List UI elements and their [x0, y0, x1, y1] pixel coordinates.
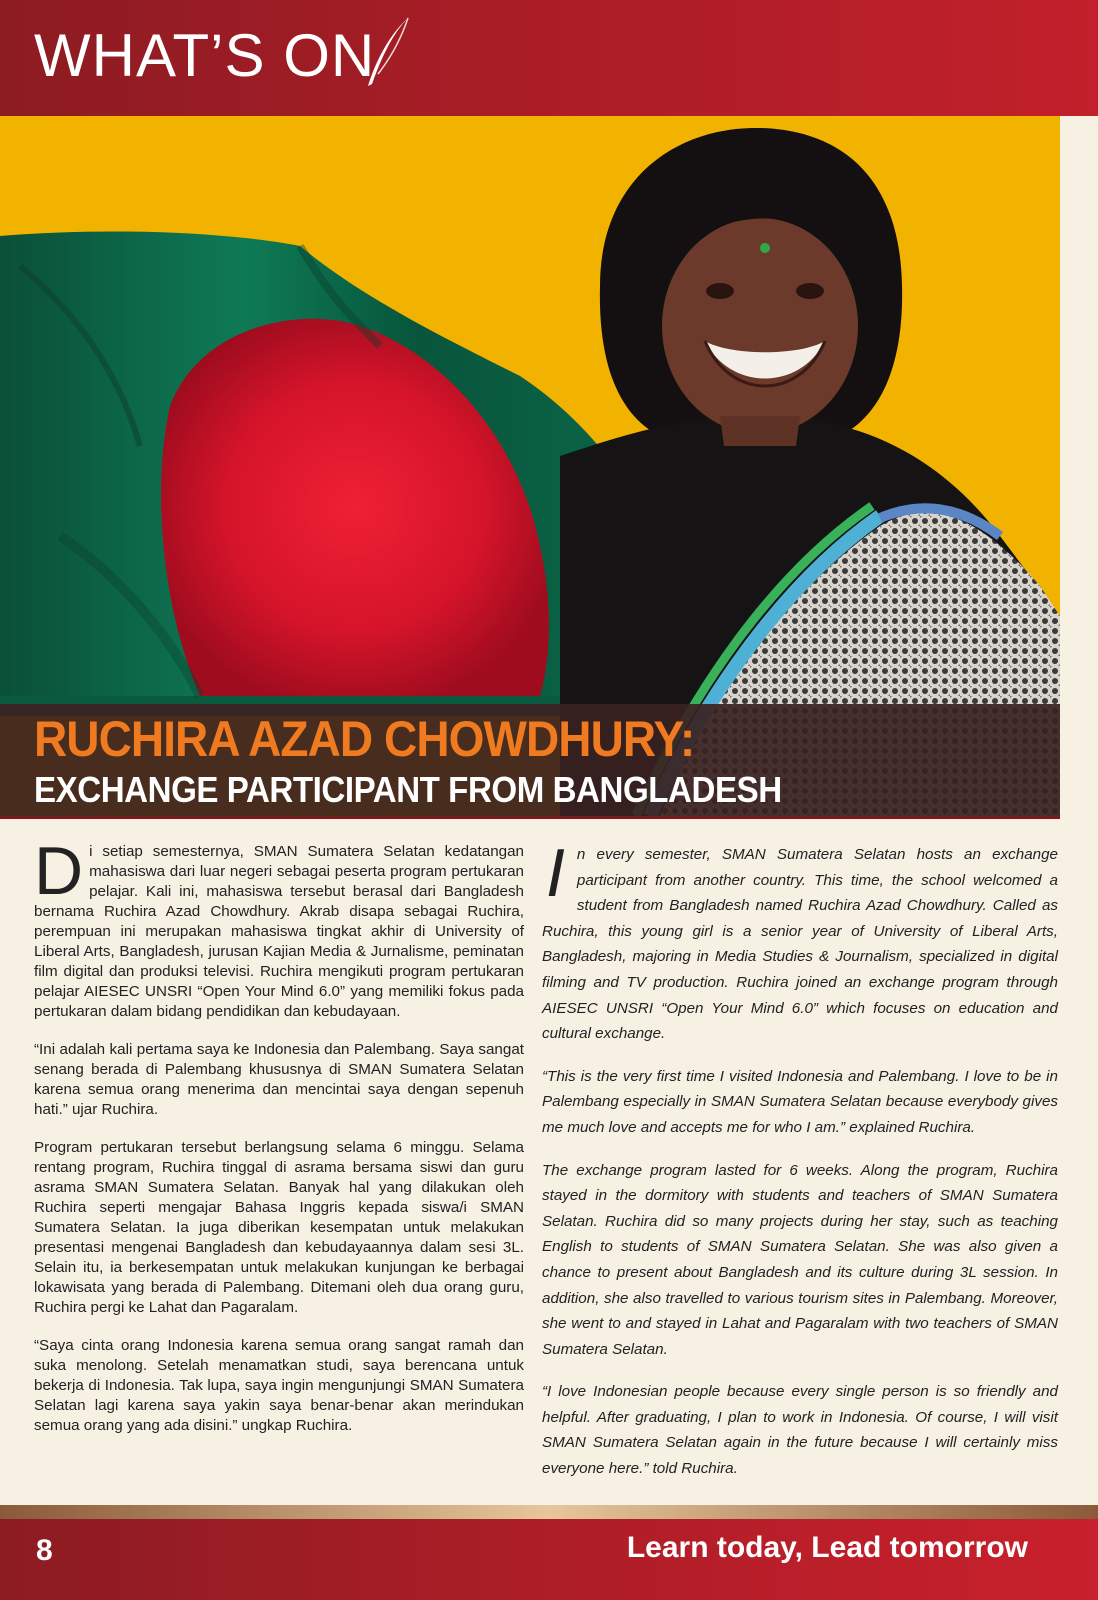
article-column-indonesian	[34, 833, 524, 1436]
drop-cap: D	[34, 833, 84, 909]
article-headline: RUCHIRA AZAD CHOWDHURY:	[34, 711, 695, 767]
page-header	[0, 0, 1098, 116]
paragraph: “Saya cinta orang Indonesia karena semua orang sangat ramah dan suka menolong. Setelah menamatkan studi, saya berencana untuk bekerja di Indonesia. Tak lupa, saya ingin mengunjungi SMAN Sumatera Selatan lagi karena saya yakin saya benar-benar akan merindukan semua orang yang ada disini.” ungkap Ruchira.	[34, 1337, 524, 1434]
footer-stripe	[0, 1505, 1098, 1519]
page-number: 8	[36, 1534, 53, 1567]
drop-cap: I	[546, 835, 565, 911]
paragraph: In every semester, SMAN Sumatera Selatan hosts an exchange participant from another country. This time, the school welcomed a student from Bangladesh named Ruchira Azad Chowdhury. Called as Ruchira, this young girl is a senior year of University of Liberal Arts, Bangladesh, majoring in Media Studies & Journalism, specialized in digital filming and TV production. Ruchira joined an exchange program through AIESEC UNSRI “Open Your Mind 6.0” which focuses on education and cultural exchange.	[542, 835, 1058, 1043]
paragraph: “I love Indonesian people because every single person is so friendly and helpful. After graduating, I plan to work in Indonesia. Of course, I will visit SMAN Sumatera Selatan again in the future because I will certainly miss everyone here.” told Ruchira.	[542, 1383, 1058, 1478]
paragraph: “This is the very first time I visited Indonesia and Palembang. I love to be in Palembang especially in SMAN Sumatera Selatan because everybody gives me much love and accepts me for who I am.” explained Ruchira.	[542, 1067, 1058, 1136]
article-subheadline: EXCHANGE PARTICIPANT FROM BANGLADESH	[34, 769, 782, 810]
section-title: WHAT’S ON	[34, 22, 376, 89]
paragraph: The exchange program lasted for 6 weeks. Along the program, Ruchira stayed in the dormitory with students and teachers of SMAN Sumatera Selatan. Ruchira did so many projects during her stay, such as teaching English to students of SMAN Sumatera Selatan. She was also given a chance to present about Bangladesh and its culture during 3L session. In addition, she also travelled to various tourism sites in Palembang. Moreover, she went to and stayed in Lahat and Pagaralam with two teachers of SMAN Sumatera Selatan.	[542, 1161, 1058, 1358]
article-column-english	[542, 835, 1058, 1482]
footer-tagline: Learn today, Lead tomorrow	[626, 1531, 1028, 1564]
quill-icon	[366, 16, 412, 88]
paragraph: Program pertukaran tersebut berlangsung selama 6 minggu. Selama rentang program, Ruchira tinggal di asrama bersama siswi dan guru asrama SMAN Sumatera Selatan. Banyak hal yang dilakukan oleh Ruchira seperti mengajar Bahasa Inggris kepada siswa/i SMAN Sumatera Selatan. Ia juga diberikan kesempatan untuk melakukan presentasi mengenai Bangladesh dan kebudayaannya dalam sesi 3L. Selain itu, ia berkesempatan untuk melakukan kunjungan ke berbagai lokawisata yang berada di Palembang. Ditemani oleh dua orang guru, Ruchira pergi ke Lahat dan Pagaralam.	[34, 1139, 524, 1316]
divider	[0, 816, 1060, 819]
paragraph: “Ini adalah kali pertama saya ke Indonesia dan Palembang. Saya sangat senang berada di Palembang khususnya di SMAN Sumatera Selatan karena semua orang menerima dan mencintai saya dengan sepenuh hati.” ujar Ruchira.	[34, 1041, 524, 1118]
paragraph: Di setiap semesternya, SMAN Sumatera Selatan kedatangan mahasiswa dari luar negeri sebagai peserta program pertukaran pelajar. Kali ini, mahasiswa tersebut berasal dari Bangladesh bernama Ruchira Azad Chowdhury. Akrab disapa sebagai Ruchira, perempuan ini merupakan mahasiswa tingkat akhir di University of Liberal Arts, Bangladesh, jurusan Kajian Media & Jurnalisme, peminatan film digital dan produksi televisi. Ruchira mengikuti program pertukaran pelajar AIESEC UNSRI “Open Your Mind 6.0” yang memiliki fokus pada pertukaran dalam bidang pendidikan dan kebudayaan.	[34, 833, 524, 1020]
